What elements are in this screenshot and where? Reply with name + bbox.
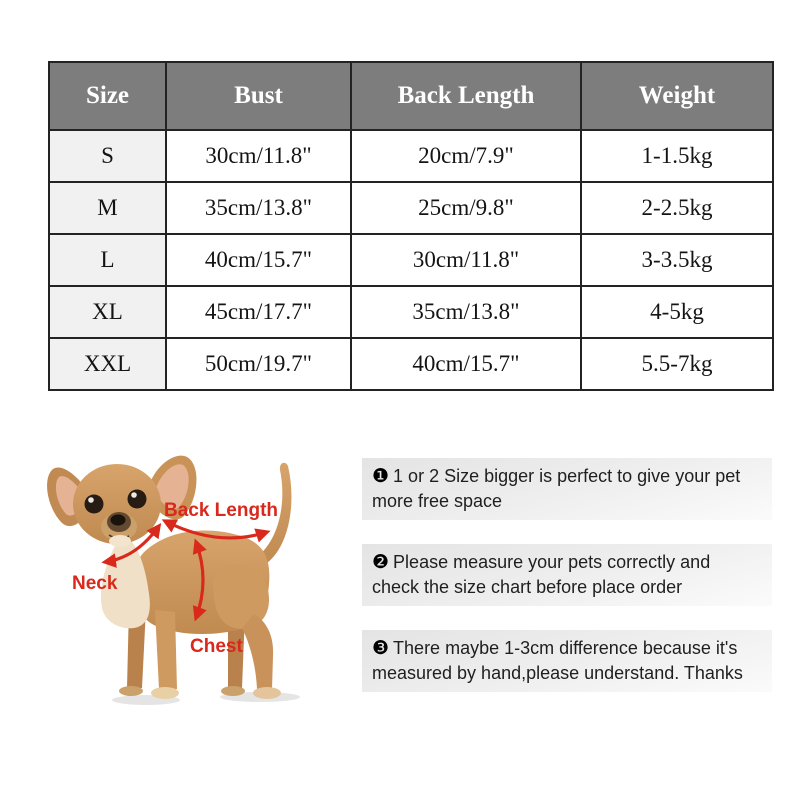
cell-size: M	[49, 182, 166, 234]
neck-label: Neck	[72, 573, 118, 594]
note-3	[362, 630, 772, 692]
cell-back-length: 25cm/9.8"	[351, 182, 581, 234]
table-row-s	[49, 130, 773, 182]
note-2-bullet-icon: ❷	[372, 552, 390, 573]
note-3-bullet-icon: ❸	[372, 638, 390, 659]
column-header-size: Size	[49, 62, 166, 130]
cell-bust: 30cm/11.8"	[166, 130, 351, 182]
column-header-bust: Bust	[166, 62, 351, 130]
cell-size: XXL	[49, 338, 166, 390]
note-3-text: There maybe 1-3cm difference because it's measured by hand,please understand. Thanks	[372, 638, 743, 683]
column-header-weight: Weight	[581, 62, 773, 130]
cell-weight: 1-1.5kg	[581, 130, 773, 182]
note-2-text: Please measure your pets correctly and check the size chart before place order	[372, 552, 711, 597]
table-row-l	[49, 234, 773, 286]
cell-size: S	[49, 130, 166, 182]
column-header-back-length: Back Length	[351, 62, 581, 130]
cell-back-length: 35cm/13.8"	[351, 286, 581, 338]
note-1-bullet-icon: ❶	[372, 466, 390, 487]
dog-nose	[111, 515, 126, 526]
cell-bust: 45cm/17.7"	[166, 286, 351, 338]
size-chart-table	[48, 61, 774, 391]
back-length-label: Back Length	[163, 500, 279, 521]
cell-weight: 3-3.5kg	[581, 234, 773, 286]
cell-back-length: 30cm/11.8"	[351, 234, 581, 286]
chest-label: Chest	[190, 636, 243, 657]
cell-bust: 35cm/13.8"	[166, 182, 351, 234]
note-1	[362, 458, 772, 520]
dog-eye	[128, 490, 147, 509]
dog-eye	[85, 495, 104, 514]
cell-size: XL	[49, 286, 166, 338]
table-row-xxl	[49, 338, 773, 390]
table-header-row	[49, 62, 773, 130]
cell-bust: 40cm/15.7"	[166, 234, 351, 286]
note-1-text: 1 or 2 Size bigger is perfect to give your pet more free space	[372, 466, 741, 511]
cell-weight: 4-5kg	[581, 286, 773, 338]
table-row-xl	[49, 286, 773, 338]
cell-size: L	[49, 234, 166, 286]
cell-back-length: 40cm/15.7"	[351, 338, 581, 390]
notes-panel	[362, 458, 772, 692]
table-row-m	[49, 182, 773, 234]
cell-weight: 5.5-7kg	[581, 338, 773, 390]
note-2	[362, 544, 772, 606]
cell-back-length: 20cm/7.9"	[351, 130, 581, 182]
dog-illustration	[28, 448, 348, 713]
cell-weight: 2-2.5kg	[581, 182, 773, 234]
cell-bust: 50cm/19.7"	[166, 338, 351, 390]
dog-measurement-diagram	[28, 448, 348, 713]
